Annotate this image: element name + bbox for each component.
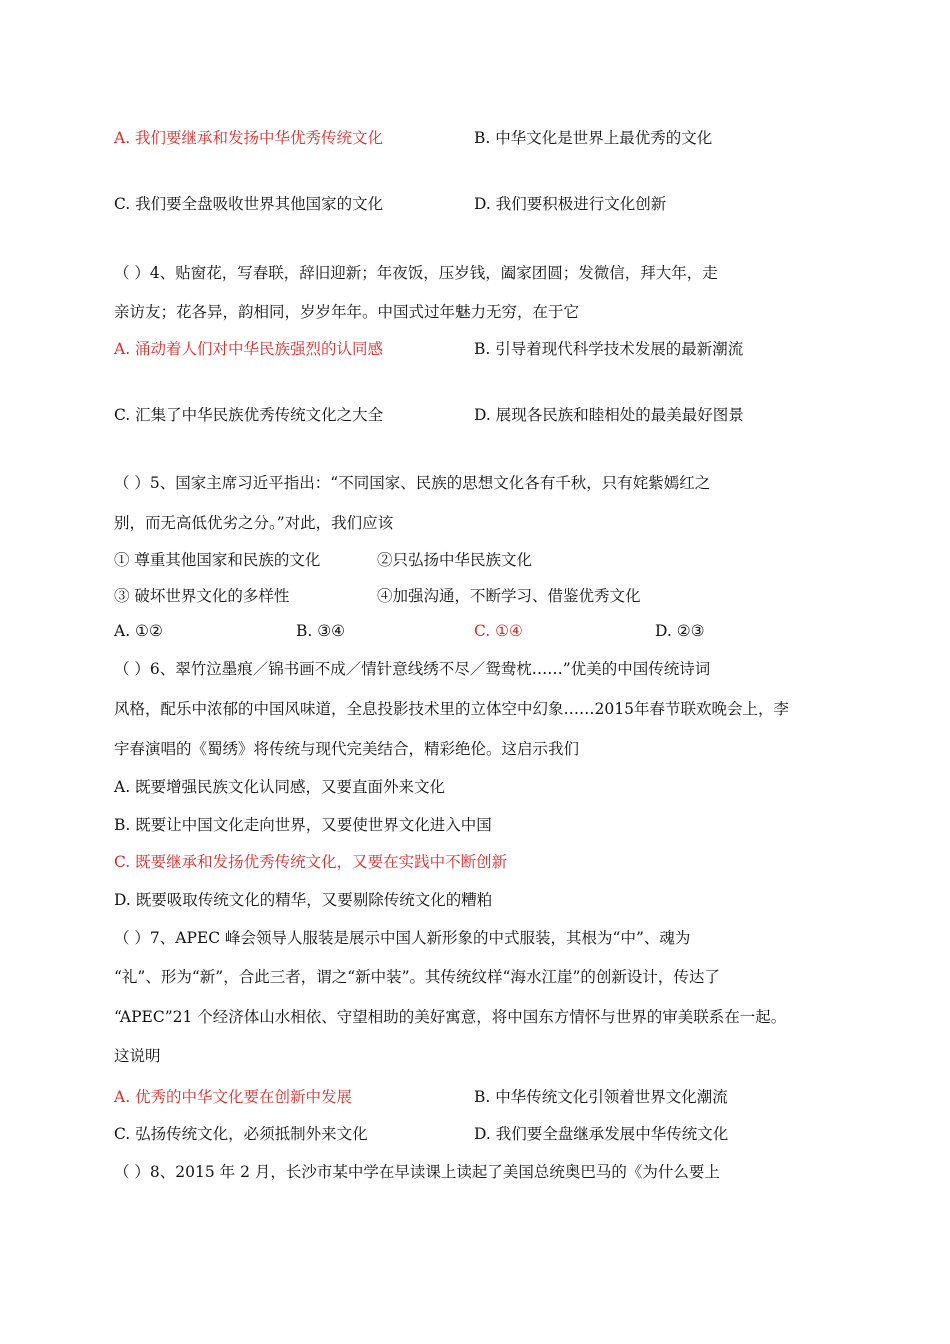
q5-option-d: D. ②③ [655, 622, 705, 640]
q5-stem-line2: 别，而无高低优劣之分。”对此，我们应该 [114, 514, 394, 532]
q3-option-a-answer: A. 我们要继承和发扬中华优秀传统文化 [114, 129, 384, 147]
q3-option-b: B. 中华文化是世界上最优秀的文化 [474, 129, 713, 147]
q4-option-b: B. 引导着现代科学技术发展的最新潮流 [474, 340, 744, 358]
q6-stem-line1: （ ）6、翠竹泣墨痕／锦书画不成／情针意线绣不尽／鸳鸯枕……”优美的中国传统诗词 [114, 660, 711, 678]
q4-option-d: D. 展现各民族和睦相处的最美最好图景 [474, 406, 744, 424]
q5-statement-2: ②只弘扬中华民族文化 [377, 551, 533, 569]
q5-option-a: A. ①② [114, 622, 163, 640]
q6-option-a: A. 既要增强民族文化认同感，又要直面外来文化 [114, 778, 446, 796]
q4-stem-line1: （ ）4、贴窗花，写春联，辞旧迎新；年夜饭，压岁钱，阖家团圆；发微信，拜大年，走 [114, 264, 718, 282]
q8-stem-line1: （ ）8、2015 年 2 月，长沙市某中学在早读课上读起了美国总统奥巴马的《为什么要上 [114, 1163, 720, 1181]
q7-stem-line1: （ ）7、APEC 峰会领导人服装是展示中国人新形象的中式服装，其根为“中”、魂为 [114, 929, 691, 947]
q3-option-d: D. 我们要积极进行文化创新 [474, 195, 667, 213]
q7-stem-line3: “APEC”21 个经济体山水相依、守望相助的美好寓意，将中国东方情怀与世界的审美联系在一起。 [114, 1008, 787, 1026]
q7-option-a-answer: A. 优秀的中华文化要在创新中发展 [114, 1088, 353, 1106]
q5-statement-4: ④加强沟通，不断学习、借鉴优秀文化 [377, 587, 641, 605]
q7-option-b: B. 中华传统文化引领着世界文化潮流 [474, 1088, 728, 1106]
q7-option-c: C. 弘扬传统文化，必须抵制外来文化 [114, 1125, 368, 1143]
q7-stem-line2: “礼”、形为“新”，合此三者，谓之“新中装”。其传统纹样“海水江崖”的创新设计，传达了 [114, 968, 720, 986]
q7-option-d: D. 我们要全盘继承发展中华传统文化 [474, 1125, 729, 1143]
q3-option-c: C. 我们要全盘吸收世界其他国家的文化 [114, 195, 384, 213]
q7-stem-line4: 这说明 [114, 1047, 161, 1065]
q6-stem-line2: 风格，配乐中浓郁的中国风味道，全息投影技术里的立体空中幻象……2015年春节联欢晚会上，李 [114, 700, 789, 718]
q4-option-a-answer: A. 涌动着人们对中华民族强烈的认同感 [114, 340, 384, 358]
q5-stem-line1: （ ）5、国家主席习近平指出：“不同国家、民族的思想文化各有千秋，只有姹紫嫣红之 [114, 474, 711, 492]
q6-option-d: D. 既要吸取传统文化的精华，又要剔除传统文化的糟粕 [114, 891, 493, 909]
q4-stem-line2: 亲访友；花各异，韵相同，岁岁年年。中国式过年魅力无穷，在于它 [114, 303, 580, 321]
q5-statement-3: ③ 破坏世界文化的多样性 [114, 587, 290, 605]
q6-option-c-answer: C. 既要继承和发扬优秀传统文化，又要在实践中不断创新 [114, 853, 508, 871]
q4-option-c: C. 汇集了中华民族优秀传统文化之大全 [114, 406, 384, 424]
q5-statement-1: ① 尊重其他国家和民族的文化 [114, 551, 321, 569]
q5-option-b: B. ③④ [296, 622, 346, 640]
q6-option-b: B. 既要让中国文化走向世界，又要使世界文化进入中国 [114, 816, 492, 834]
q5-option-c-answer: C. ①④ [474, 622, 523, 640]
q6-stem-line3: 宇春演唱的《蜀绣》将传统与现代完美结合，精彩绝伦。这启示我们 [114, 740, 580, 758]
